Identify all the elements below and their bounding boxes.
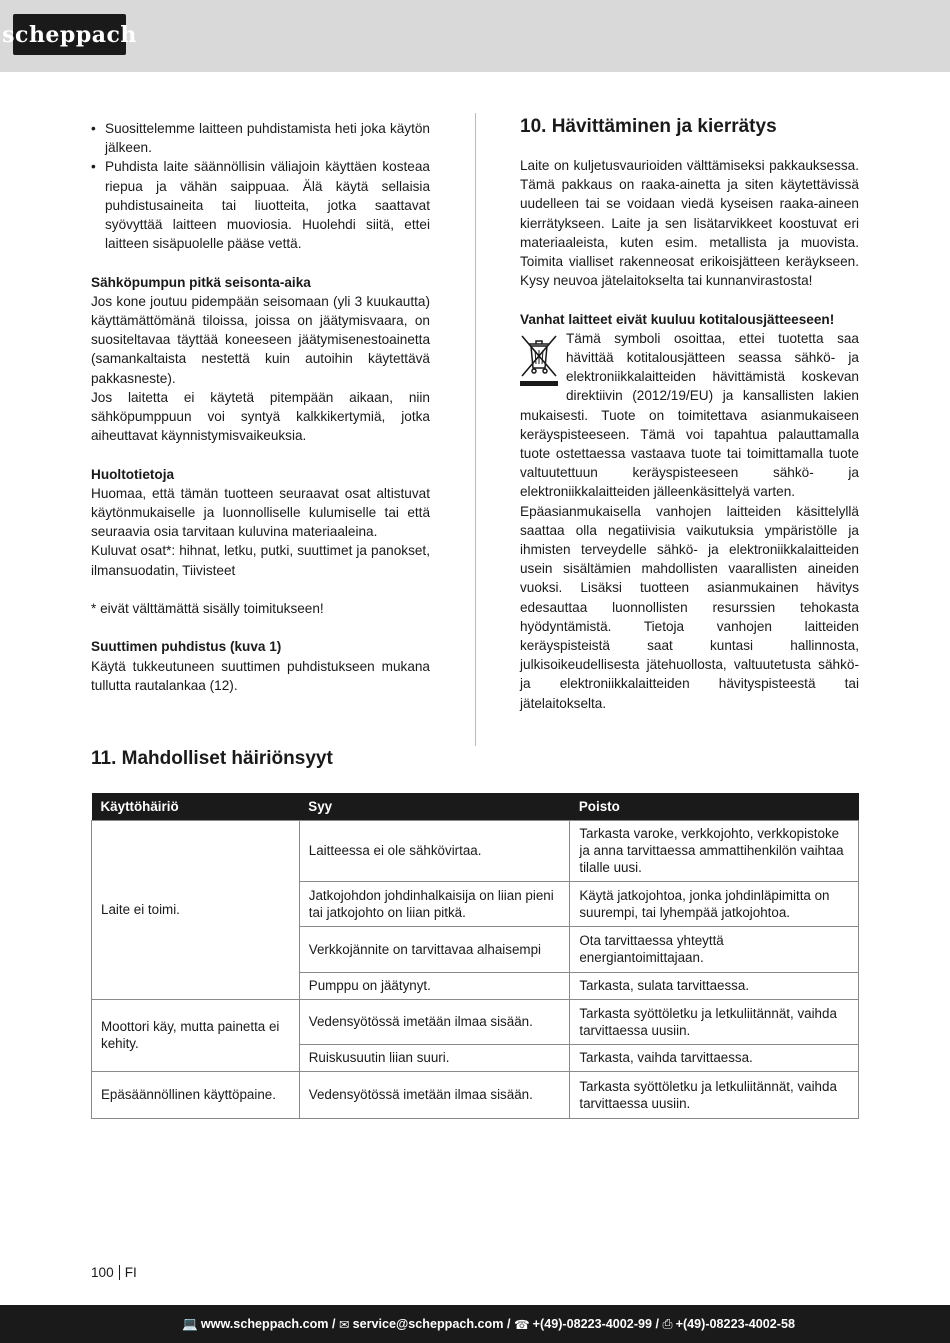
cause-cell: Vedensyötössä imetään ilmaa sisään. bbox=[299, 1071, 570, 1118]
column-header-fault: Käyttöhäiriö bbox=[92, 793, 300, 820]
remedy-cell: Ota tarvittaessa yhteyttä energiantoimittajaan. bbox=[570, 926, 859, 972]
standstill-paragraph: Jos laitetta ei käytetä pitempään aikaan, niin sähköpumppuun voi syntyä kalkkikertymiä, jotka aiheuttavat käynnistymisvaikeuksia. bbox=[91, 389, 430, 444]
logo-text: scheppach bbox=[2, 21, 137, 48]
wear-parts-paragraph: Kuluvat osat*: hihnat, letku, putki, suuttimet ja panokset, ilmansuodatin, Tiivisteet bbox=[91, 543, 430, 578]
table-row bbox=[92, 820, 859, 881]
computer-icon: 💻 bbox=[182, 1316, 198, 1331]
cause-cell: Laitteessa ei ole sähkövirtaa. bbox=[299, 820, 570, 881]
right-column bbox=[520, 156, 859, 713]
remedy-cell: Tarkasta, sulata tarvittaessa. bbox=[570, 972, 859, 999]
fax-icon: ⎙ bbox=[662, 1316, 673, 1331]
service-heading: Huoltotietoja bbox=[91, 466, 175, 482]
cleaning-bullets bbox=[91, 119, 430, 253]
cause-cell: Ruiskusuutin liian suuri. bbox=[299, 1044, 570, 1071]
section-11-heading: 11. Mahdolliset häiriönsyyt bbox=[91, 748, 333, 769]
fault-cell: Laite ei toimi. bbox=[92, 820, 300, 999]
fault-cell: Moottori käy, mutta painetta ei kehity. bbox=[92, 999, 300, 1071]
bullet-item: • Suosittelemme laitteen puhdistamista heti joka käytön jälkeen. bbox=[91, 119, 430, 157]
column-header-cause: Syy bbox=[299, 793, 570, 820]
bullet-item: • Puhdista laite säännöllisin väliajoin käyttäen kosteaa riepua ja vähän saippuaa. Älä käytä sellaisia puhdistusaineita tai liuotteita, jotka saattavat syövyttää laitteen muoviosia. Huolehdi siitä, ettei laitteen sisäpuolelle pääse vettä. bbox=[91, 157, 430, 253]
remedy-cell: Tarkasta, vaihda tarvittaessa. bbox=[570, 1044, 859, 1071]
nozzle-heading: Suuttimen puhdistus (kuva 1) bbox=[91, 639, 282, 655]
scheppach-logo bbox=[2, 14, 137, 55]
footer-separator: / bbox=[506, 1317, 511, 1331]
page-number-separator bbox=[119, 1265, 120, 1280]
crossed-out-wheelie-bin-icon bbox=[520, 332, 558, 388]
cause-cell: Jatkojohdon johdinhalkaisija on liian pieni tai jatkojohto on liian pitkä. bbox=[299, 881, 570, 926]
cause-cell: Pumppu on jäätynyt. bbox=[299, 972, 570, 999]
troubleshooting-table bbox=[91, 793, 859, 1119]
weee-heading: Vanhat laitteet eivät kuuluu kotitalousjätteeseen! bbox=[520, 311, 835, 327]
remedy-cell: Tarkasta syöttöletku ja letkuliitännät, vaihda tarvittaessa uusiin. bbox=[570, 1071, 859, 1118]
table-row bbox=[92, 1071, 859, 1118]
weee-paragraph-2: Epäasianmukaisella vanhojen laitteiden käsittelyllä saattaa olla negatiivisia vaikutuksia ympäristölle ja ihmisten terveydelle sähkö- ja elektroniikkalaitteiden usein sisältämien mahdollisten vaarallisten aineiden vuoksi. Lisäksi tuotteen asianmukainen hävitys edesauttaa luonnollisten resurssien tehokasta hyödyntämistä. Tietoja vanhojen laitteiden keräyspisteistä saat kuntasi hallinnosta, julkisoikeudellisesta jätehuollosta, valtuutetusta sähkö- ja elektroniikkalaitteiden hävityspisteestä tai jätelaitokselta. bbox=[520, 503, 859, 711]
phone-icon: ☎ bbox=[513, 1317, 530, 1332]
delivery-note: * eivät välttämättä sisälly toimitukseen! bbox=[91, 601, 324, 617]
column-header-remedy: Poisto bbox=[570, 793, 859, 820]
column-divider bbox=[475, 113, 476, 746]
remedy-cell: Tarkasta varoke, verkkojohto, verkkopistoke ja anna tarvittaessa ammattihenkilön vaihtaa tilalle uusi. bbox=[570, 820, 859, 881]
mail-icon: ✉ bbox=[339, 1317, 350, 1332]
weee-paragraph: Tämä symboli osoittaa, ettei tuotetta saa hävittää kotitalousjätteen seassa sähkö- ja elektroniikkalaitteiden hävittämistä koskevan direktiivin (2012/19/EU) ja kansallisten lakien mukaisesti. Tuote on toimitettava asianmukaiseen keräyspisteeseen. Tämä voi tapahtua palauttamalla tuote ostettaessa vastaava tuote tai toimittamalla tuote valtuutettuun keräyspisteeseen sähkö- ja elektroniikkalaitteiden jälleenkäsittelyä varten. bbox=[520, 330, 859, 500]
cause-cell: Vedensyötössä imetään ilmaa sisään. bbox=[299, 999, 570, 1044]
remedy-cell: Tarkasta syöttöletku ja letkuliitännät, vaihda tarvittaessa uusiin. bbox=[570, 999, 859, 1044]
cause-cell: Verkkojännite on tarvittavaa alhaisempi bbox=[299, 926, 570, 972]
service-paragraph: Huomaa, että tämän tuotteen seuraavat osat altistuvat käytönmukaiselle ja luonnolliselle kulumiselle tai että seuraavia osia tarvitaan kuluvina materiaaleina. bbox=[91, 485, 430, 540]
nozzle-paragraph: Käytä tukkeutuneen suuttimen puhdistukseen mukana tullutta rautalankaa (12). bbox=[91, 658, 430, 693]
fault-cell: Epäsäännöllinen käyttöpaine. bbox=[92, 1071, 300, 1118]
table-row bbox=[92, 999, 859, 1044]
page-number-value: 100 bbox=[91, 1265, 114, 1280]
remedy-cell: Käytä jatkojohtoa, jonka johdinläpimitta on suurempi, tai lyhempää jatkojohtoa. bbox=[570, 881, 859, 926]
page-language: FI bbox=[124, 1265, 137, 1280]
disposal-intro: Laite on kuljetusvaurioiden välttämiseksi pakkauksessa. Tämä pakkaus on raaka-ainetta ja siten käytettävissä uudelleen tai se voidaan viedä kyseisen raaka-aineen kierrätykseen. Laite ja sen lisätarvikkeet koostuvat eri materiaaleista, kuten esim. metallista ja muovista. Toimita vialliset rakenneosat erikoisjätteen keräykseen. Kysy neuvoa jätelaitokselta tai kunnanvirastosta! bbox=[520, 158, 859, 289]
page-number bbox=[91, 1265, 137, 1280]
standstill-paragraph: Jos kone joutuu pidempään seisomaan (yli 3 kuukautta) käyttämättömänä tiloissa, joissa on jäätymisvaara, on suositeltavaa täyttää koneeseen jäätymisenestoainetta (samankaltaista nestettä kuin autoihin käytettävä pakkasneste). bbox=[91, 293, 430, 386]
header-band bbox=[0, 0, 950, 72]
footer-separator: / bbox=[655, 1317, 660, 1331]
footer-email-link[interactable]: service@scheppach.com bbox=[352, 1317, 504, 1331]
footer-phone: +(49)-08223-4002-99 bbox=[532, 1317, 653, 1331]
footer-website-link[interactable]: www.scheppach.com bbox=[200, 1317, 329, 1331]
standstill-heading: Sähköpumpun pitkä seisonta-aika bbox=[91, 274, 311, 290]
table-header-row bbox=[92, 793, 859, 820]
left-column bbox=[91, 119, 430, 695]
footer-fax: +(49)-08223-4002-58 bbox=[675, 1317, 795, 1331]
footer-separator: / bbox=[332, 1317, 336, 1331]
section-10-heading: 10. Hävittäminen ja kierrätys bbox=[520, 116, 777, 137]
contact-footer bbox=[0, 1305, 950, 1343]
